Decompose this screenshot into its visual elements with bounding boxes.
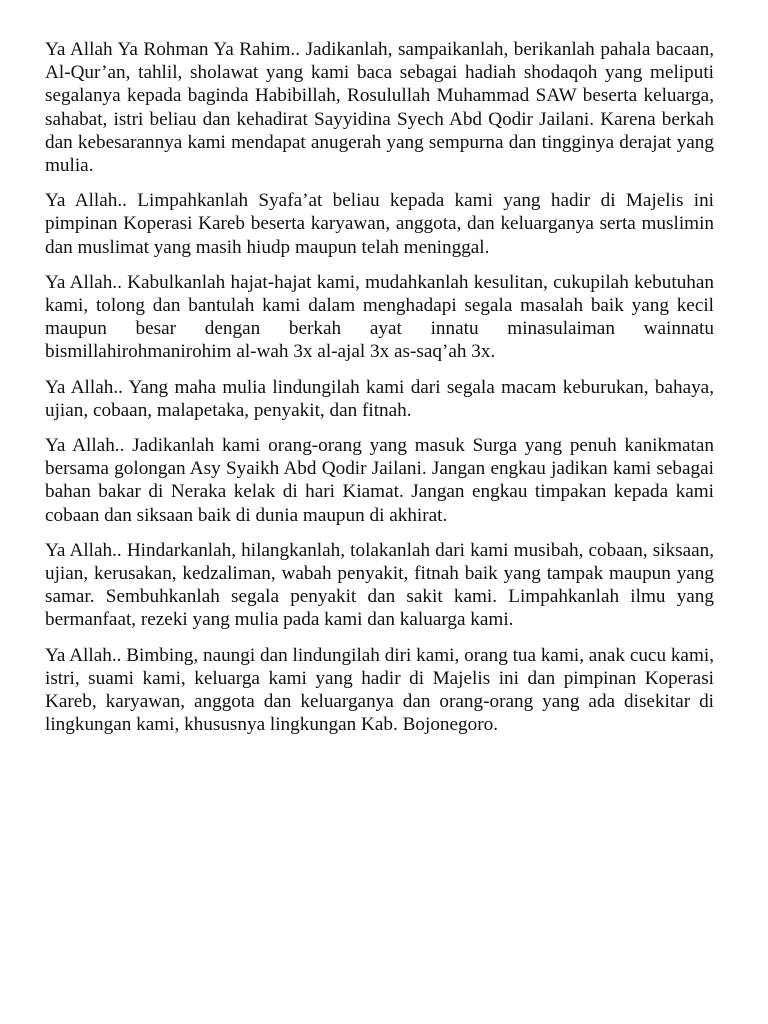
paragraph-6: Ya Allah.. Hindarkanlah, hilangkanlah, tolakanlah dari kami musibah, cobaan, siksaan, ujian, kerusakan, kedzaliman, wabah penyakit, fitnah baik yang tampak maupun yang samar. Sembuhkanlah segala penyakit dan sakit kami. Limpahkanlah ilmu yang bermanfaat, rezeki yang mulia pada kami dan kaluarga kami. xyxy=(45,539,714,631)
paragraph-7: Ya Allah.. Bimbing, naungi dan lindungilah diri kami, orang tua kami, anak cucu kami, istri, suami kami, keluarga kami yang hadir di Majelis ini dan pimpinan Koperasi Kareb, karyawan, anggota dan keluarganya dan orang-orang yang ada disekitar di lingkungan kami, khususnya lingkungan Kab. Bojonegoro. xyxy=(45,644,714,736)
paragraph-3: Ya Allah.. Kabulkanlah hajat-hajat kami, mudahkanlah kesulitan, cukupilah kebutuhan kami, tolong dan bantulah kami dalam menghadapi segala masalah baik yang kecil maupun besar dengan berkah ayat innatu minasulaiman wainnatu bismillahirohmanirohim al-wah 3x al-ajal 3x as-saq’ah 3x. xyxy=(45,271,714,363)
paragraph-5: Ya Allah.. Jadikanlah kami orang-orang yang masuk Surga yang penuh kanikmatan bersama golongan Asy Syaikh Abd Qodir Jailani. Jangan engkau jadikan kami sebagai bahan bakar di Neraka kelak di hari Kiamat. Jangan engkau timpakan kepada kami cobaan dan siksaan baik di dunia maupun di akhirat. xyxy=(45,435,714,526)
document-page xyxy=(45,38,714,748)
paragraph-2: Ya Allah.. Limpahkanlah Syafa’at beliau kepada kami yang hadir di Majelis ini pimpinan Koperasi Kareb beserta karyawan, anggota, dan keluarganya serta muslimin dan muslimat yang masih hiudp maupun telah meninggal. xyxy=(45,190,714,258)
paragraph-1: Ya Allah Ya Rohman Ya Rahim.. Jadikanlah, sampaikanlah, berikanlah pahala bacaan, Al-Qur’an, tahlil, sholawat yang kami baca sebagai hadiah shodaqoh yang meliputi segalanya kepada baginda Habibillah, Rosulullah Muhammad SAW beserta keluarga, sahabat, istri beliau dan kehadirat Sayyidina Syech Abd Qodir Jailani. Karena berkah dan kebesarannya kami mendapat anugerah yang sempurna dan tingginya derajat yang mulia. xyxy=(45,39,714,177)
paragraph-4: Ya Allah.. Yang maha mulia lindungilah kami dari segala macam keburukan, bahaya, ujian, cobaan, malapetaka, penyakit, dan fitnah. xyxy=(45,376,714,421)
